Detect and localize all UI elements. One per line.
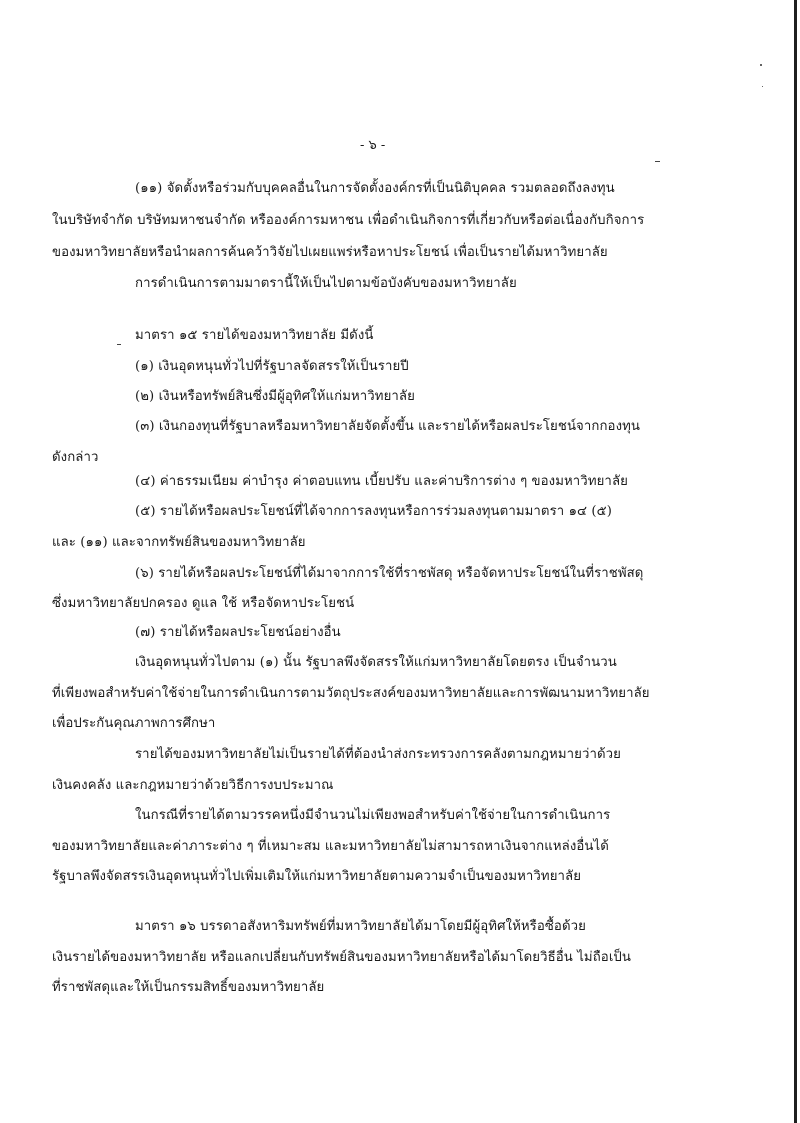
page-number: - ๖ - (360, 138, 386, 153)
text-line: ที่ราชพัสดุและให้เป็นกรรมสิทธิ์ของมหาวิทยาลัย (52, 980, 325, 995)
text-line: และ (๑๑) และจากทรัพย์สินของมหาวิทยาลัย (52, 535, 306, 550)
text-line: รัฐบาลพึงจัดสรรเงินอุดหนุนทั่วไปเพิ่มเติมให้แก่มหาวิทยาลัยตามความจำเป็นของมหาวิทยาลัย (52, 869, 582, 884)
text-line: (๑) เงินอุดหนุนทั่วไปที่รัฐบาลจัดสรรให้เป็นรายปี (135, 359, 409, 374)
text-line: การดำเนินการตามมาตรานี้ให้เป็นไปตามข้อบังคับของมหาวิทยาลัย (135, 276, 517, 291)
scan-mark (655, 161, 660, 162)
section-heading: มาตรา ๑๖ บรรดาอสังหาริมทรัพย์ที่มหาวิทยาลัยได้มาโดยมีผู้อุทิศให้หรือซื้อด้วย (135, 919, 586, 934)
text-line: ในกรณีที่รายได้ตามวรรคหนึ่งมีจำนวนไม่เพียงพอสำหรับค่าใช้จ่ายในการดำเนินการ (135, 808, 611, 823)
text-line: ของมหาวิทยาลัยและค่าภาระต่าง ๆ ที่เหมาะสม และมหาวิทยาลัยไม่สามารถหาเงินจากแหล่งอื่นได้ (52, 839, 609, 854)
text-line: ดังกล่าว (52, 450, 99, 465)
scan-edge-border (794, 0, 797, 1123)
text-line: (๑๑) จัดตั้งหรือร่วมกับบุคคลอื่นในการจัดตั้งองค์กรที่เป็นนิติบุคคล รวมตลอดถึงลงทุน (135, 181, 615, 196)
text-line: (๓) เงินกองทุนที่รัฐบาลหรือมหาวิทยาลัยจัดตั้งขึ้น และรายได้หรือผลประโยชน์จากกองทุน (135, 419, 641, 434)
text-line: ของมหาวิทยาลัยหรือนำผลการค้นคว้าวิจัยไปเผยแพร่หรือหาประโยชน์ เพื่อเป็นรายได้มหาวิทยาลัย (52, 245, 608, 260)
text-line: ซึ่งมหาวิทยาลัยปกครอง ดูแล ใช้ หรือจัดหาประโยชน์ (52, 596, 355, 611)
scan-speck (760, 64, 762, 66)
text-line: รายได้ของมหาวิทยาลัยไม่เป็นรายได้ที่ต้องนำส่งกระทรวงการคลังตามกฎหมายว่าด้วย (135, 747, 621, 762)
text-line: (๖) รายได้หรือผลประโยชน์ที่ได้มาจากการใช้ที่ราชพัสดุ หรือจัดหาประโยชน์ในที่ราชพัสดุ (135, 566, 644, 581)
text-line: (๗) รายได้หรือผลประโยชน์อย่างอื่น (135, 625, 341, 640)
scan-speck (762, 86, 763, 87)
text-line: (๒) เงินหรือทรัพย์สินซึ่งมีผู้อุทิศให้แก่มหาวิทยาลัย (135, 389, 415, 404)
section-heading: มาตรา ๑๕ รายได้ของมหาวิทยาลัย มีดังนี้ (135, 328, 374, 343)
text-line: (๔) ค่าธรรมเนียม ค่าบำรุง ค่าตอบแทน เบี้ยปรับ และค่าบริการต่าง ๆ ของมหาวิทยาลัย (135, 474, 628, 489)
text-line: เงินรายได้ของมหาวิทยาลัย หรือแลกเปลี่ยนกับทรัพย์สินของมหาวิทยาลัยหรือได้มาโดยวิธีอื่น ไม่ถือเป็น (52, 950, 632, 965)
text-line: ในบริษัทจำกัด บริษัทมหาชนจำกัด หรือองค์การมหาชน เพื่อดำเนินกิจการที่เกี่ยวกับหรือต่อเนื่องกับกิจการ (52, 213, 645, 228)
text-line: (๕) รายได้หรือผลประโยชน์ที่ได้จากการลงทุนหรือการร่วมลงทุนตามมาตรา ๑๔ (๕) (135, 504, 612, 519)
text-line: เงินคงคลัง และกฎหมายว่าด้วยวิธีการงบประมาณ (52, 778, 334, 793)
text-line: เพื่อประกันคุณภาพการศึกษา (52, 716, 216, 731)
text-line: เงินอุดหนุนทั่วไปตาม (๑) นั้น รัฐบาลพึงจัดสรรให้แก่มหาวิทยาลัยโดยตรง เป็นจำนวน (135, 655, 617, 670)
scan-mark (117, 344, 121, 345)
text-line: ที่เพียงพอสำหรับค่าใช้จ่ายในการดำเนินการตามวัตถุประสงค์ของมหาวิทยาลัยและการพัฒนามหาวิทยาลัย (52, 686, 650, 701)
